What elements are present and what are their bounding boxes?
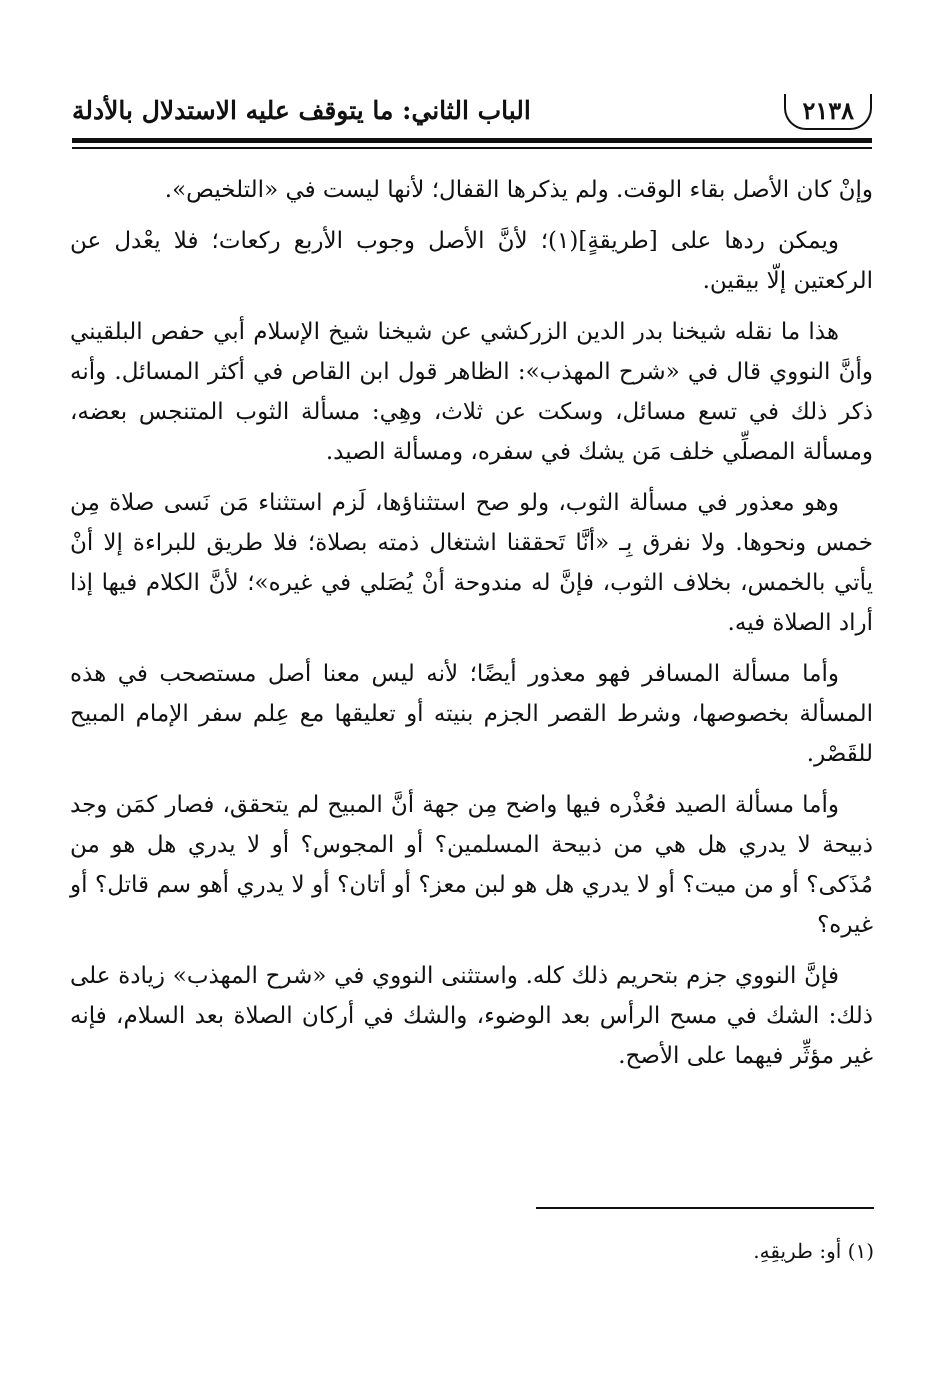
- paragraph: فإنَّ النووي جزم بتحريم ذلك كله. واستثنى النووي في «شرح المهذب» زيادة على ذلك: الشك في مسح الرأس بعد الوضوء، والشك في أركان الصلاة بعد السلام، فإنه غير مؤثِّر فيهما على الأصح.: [70, 963, 873, 1069]
- paragraph: ويمكن ردها على [طريقةٍ](١)؛ لأنَّ الأصل وجوب الأربع ركعات؛ فلا يعْدل عن الركعتين إلّا بيقين.: [70, 228, 873, 294]
- running-title: الباب الثاني: ما يتوقف عليه الاستدلال بالأدلة: [72, 96, 531, 125]
- paragraph: هذا ما نقله شيخنا بدر الدين الزركشي عن شيخنا شيخ الإسلام أبي حفص البلقيني وأنَّ النووي قال في «شرح المهذب»: الظاهر قول ابن القاص في أكثر المسائل. وأنه ذكر ذلك في تسع مسائل، وسكت عن ثلاث، وهِي: مسألة الثوب المتنجس بعضه، ومسألة المصلِّي خلف مَن يشك في سفره، ومسألة الصيد.: [70, 319, 873, 465]
- paragraph: وهو معذور في مسألة الثوب، ولو صح استثناؤها، لَزم استثناء مَن نَسى صلاة مِن خمس ونحوها. ولا نفرق بِـ «أنَّا تَحققنا اشتغال ذمته بصلاة؛ فلا طريق للبراءة إلا أنْ يأتي بالخمس، بخلاف الثوب، فإنَّ له مندوحة أنْ يُصَلي في غيره»؛ لأنَّ الكلام فيها إذا أراد الصلاة فيه.: [70, 490, 873, 636]
- header-rule-thin: [72, 147, 872, 149]
- paragraph: وإنْ كان الأصل بقاء الوقت. ولم يذكرها القفال؛ لأنها ليست في «التلخيص».: [164, 177, 873, 203]
- paragraph: وأما مسألة الصيد فعُذْره فيها واضح مِن جهة أنَّ المبيح لم يتحقق، فصار كمَن وجد ذبيحة لا يدري هل هي من ذبيحة المسلمين؟ أو المجوس؟ أو لا يدري هل هو من مُذَكى؟ أو من ميت؟ أو لا يدري هل هو لبن معز؟ أو أتان؟ أو لا يدري أهو سم قاتل؟ أو غيره؟: [70, 792, 873, 938]
- page-number: ٢١٣٨: [784, 94, 872, 130]
- page-header: [72, 94, 872, 134]
- paragraph: وأما مسألة المسافر فهو معذور أيضًا؛ لأنه ليس معنا أصل مستصحب في هذه المسألة بخصوصها، وشرط القصر الجزم بنيته أو تعليقها مع عِلم سفر الإمام المبيح للقَصْر.: [70, 661, 873, 767]
- header-rule-thick: [72, 138, 872, 143]
- main-text: [70, 170, 873, 1087]
- footnote-separator: [536, 1207, 874, 1209]
- footnote: (١) أو: طريقِهِ.: [753, 1239, 874, 1263]
